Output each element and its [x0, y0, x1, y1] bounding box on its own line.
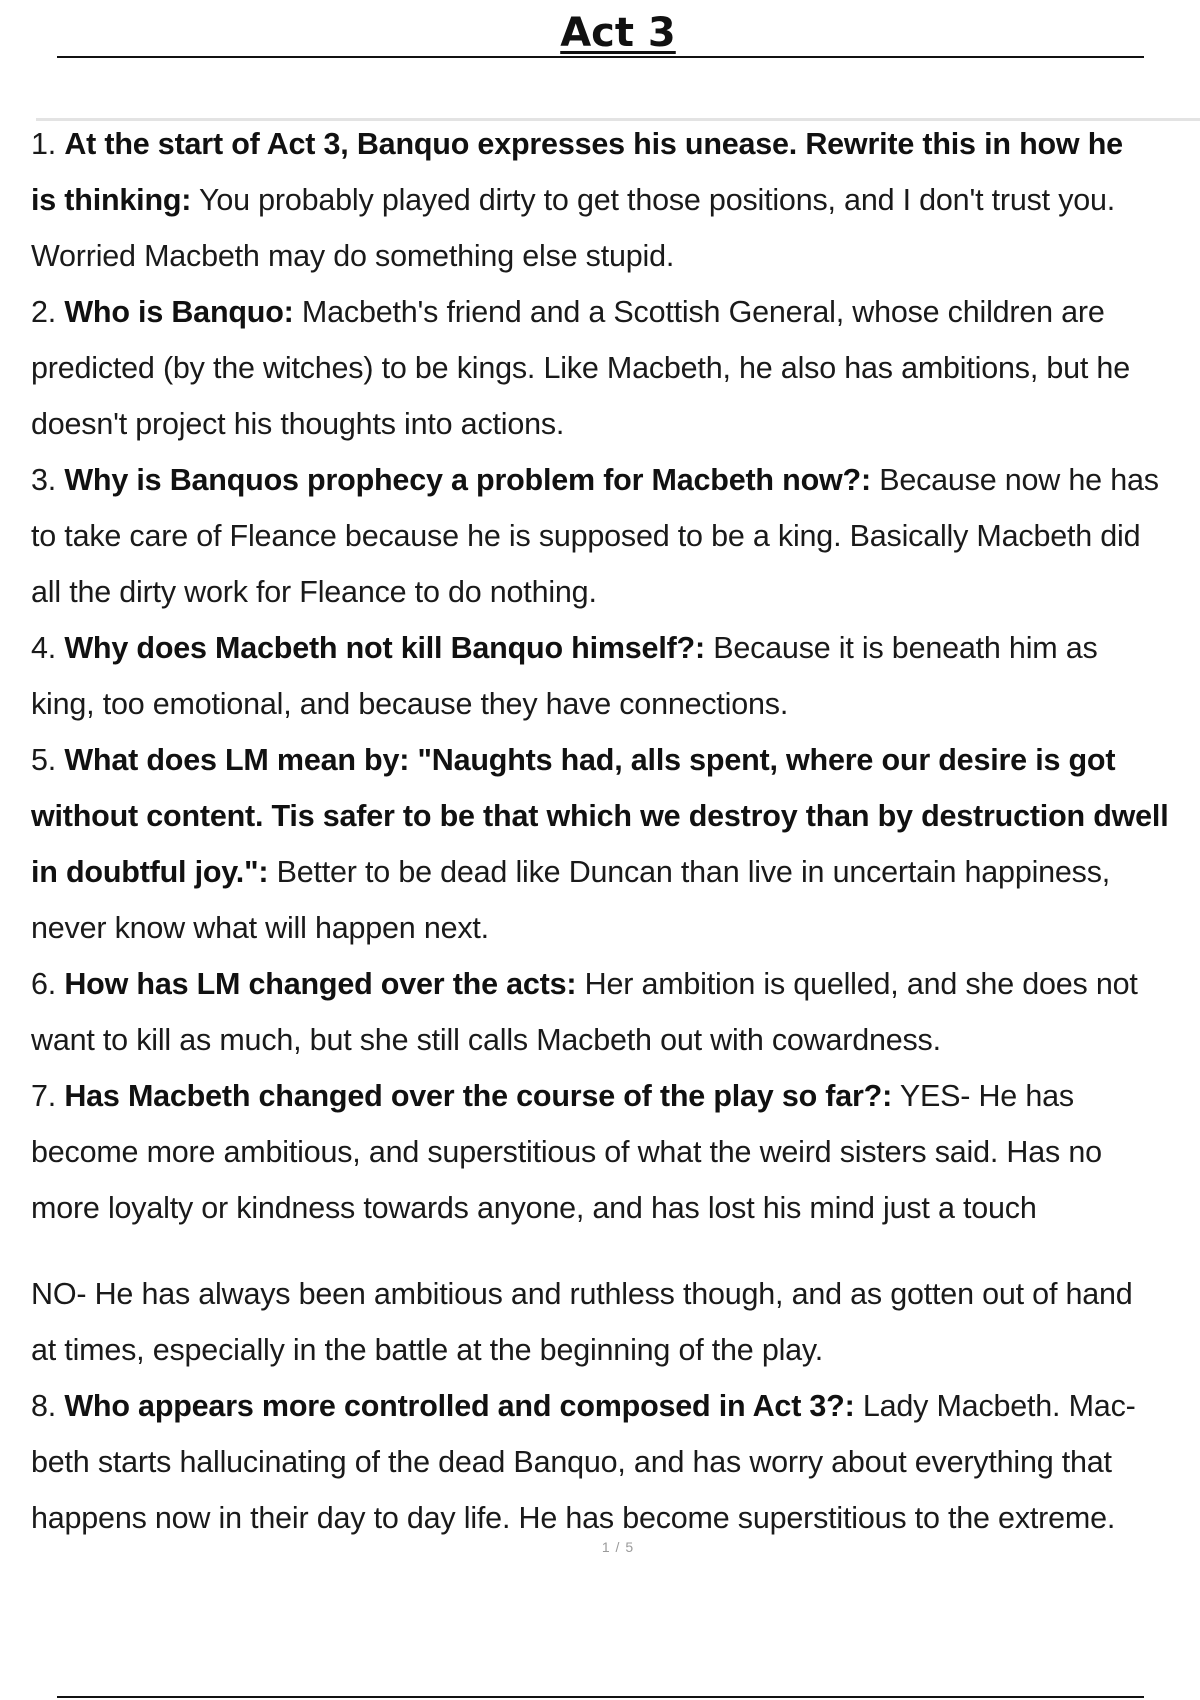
answer-text: never know what will happen next. — [31, 911, 489, 945]
question-text: is thinking: — [31, 183, 192, 217]
answer-text: doesn't project his thoughts into actions. — [31, 407, 565, 441]
answer-text: to take care of Fleance because he is supposed to be a king. Basically Macbeth did — [31, 519, 1141, 553]
list-item — [31, 956, 1200, 1012]
question-text: Who appears more controlled and composed in Act 3?: — [64, 1389, 855, 1423]
item-number: 8. — [31, 1389, 57, 1423]
list-item — [31, 284, 1200, 340]
question-text: in doubtful joy.": — [31, 855, 269, 889]
paragraph-gap — [31, 1236, 1200, 1266]
answer-text: all the dirty work for Fleance to do nothing. — [31, 575, 597, 609]
question-text: Who is Banquo: — [64, 295, 294, 329]
answer-text: at times, especially in the battle at the beginning of the play. — [31, 1333, 823, 1367]
list-item — [31, 620, 1200, 676]
item-number: 7. — [31, 1079, 57, 1113]
answer-text: YES- He has — [899, 1079, 1074, 1113]
answer-text: You probably played dirty to get those positions, and I don't trust you. — [199, 183, 1116, 217]
list-item — [31, 1378, 1200, 1434]
answer-text: predicted (by the witches) to be kings. Like Macbeth, he also has ambitions, but he — [31, 351, 1130, 385]
list-item — [31, 732, 1200, 788]
item-number: 2. — [31, 295, 57, 329]
answer-text: Because it is beneath him as — [713, 631, 1098, 665]
answer-text: Better to be dead like Duncan than live in uncertain happiness, — [276, 855, 1111, 889]
answer-text: more loyalty or kindness towards anyone, and has lost his mind just a touch — [31, 1191, 1037, 1225]
item-number: 4. — [31, 631, 57, 665]
question-text: Why is Banquos prophecy a problem for Macbeth now?: — [64, 463, 871, 497]
list-item — [31, 452, 1200, 508]
question-list — [31, 116, 1200, 1546]
answer-text: Lady Macbeth. Mac- — [862, 1389, 1136, 1423]
question-text: Has Macbeth changed over the course of the play so far?: — [64, 1079, 893, 1113]
question-text: without content. Tis safer to be that which we destroy than by destruction dwell — [31, 799, 1169, 833]
item-number: 5. — [31, 743, 57, 777]
answer-text: Because now he has — [879, 463, 1159, 497]
answer-text: beth starts hallucinating of the dead Banquo, and has worry about everything that — [31, 1445, 1112, 1479]
question-text: At the start of Act 3, Banquo expresses his unease. Rewrite this in how he — [64, 127, 1123, 161]
answer-text: happens now in their day to day life. He has become superstitious to the extreme. — [31, 1501, 1116, 1535]
item-number: 1. — [31, 127, 57, 161]
page-number: 1 / 5 — [601, 1539, 635, 1555]
answer-text: Macbeth's friend and a Scottish General, whose children are — [301, 295, 1105, 329]
answer-text: Worried Macbeth may do something else stupid. — [31, 239, 675, 273]
item-number: 3. — [31, 463, 57, 497]
page-title: Act 3 — [560, 10, 676, 56]
question-text: Why does Macbeth not kill Banquo himself?: — [64, 631, 705, 665]
footer-divider — [57, 1696, 1144, 1698]
answer-text: king, too emotional, and because they have connections. — [31, 687, 789, 721]
answer-text: Her ambition is quelled, and she does not — [584, 967, 1138, 1001]
answer-text: become more ambitious, and superstitious of what the weird sisters said. Has no — [31, 1135, 1102, 1169]
question-text: How has LM changed over the acts: — [64, 967, 577, 1001]
list-item — [31, 1068, 1200, 1124]
list-item — [31, 116, 1200, 172]
answer-text: NO- He has always been ambitious and ruthless though, and as gotten out of hand — [31, 1277, 1133, 1311]
title-divider — [57, 56, 1144, 58]
question-text: What does LM mean by: "Naughts had, alls spent, where our desire is got — [64, 743, 1116, 777]
item-number: 6. — [31, 967, 57, 1001]
answer-text: want to kill as much, but she still calls Macbeth out with cowardness. — [31, 1023, 941, 1057]
